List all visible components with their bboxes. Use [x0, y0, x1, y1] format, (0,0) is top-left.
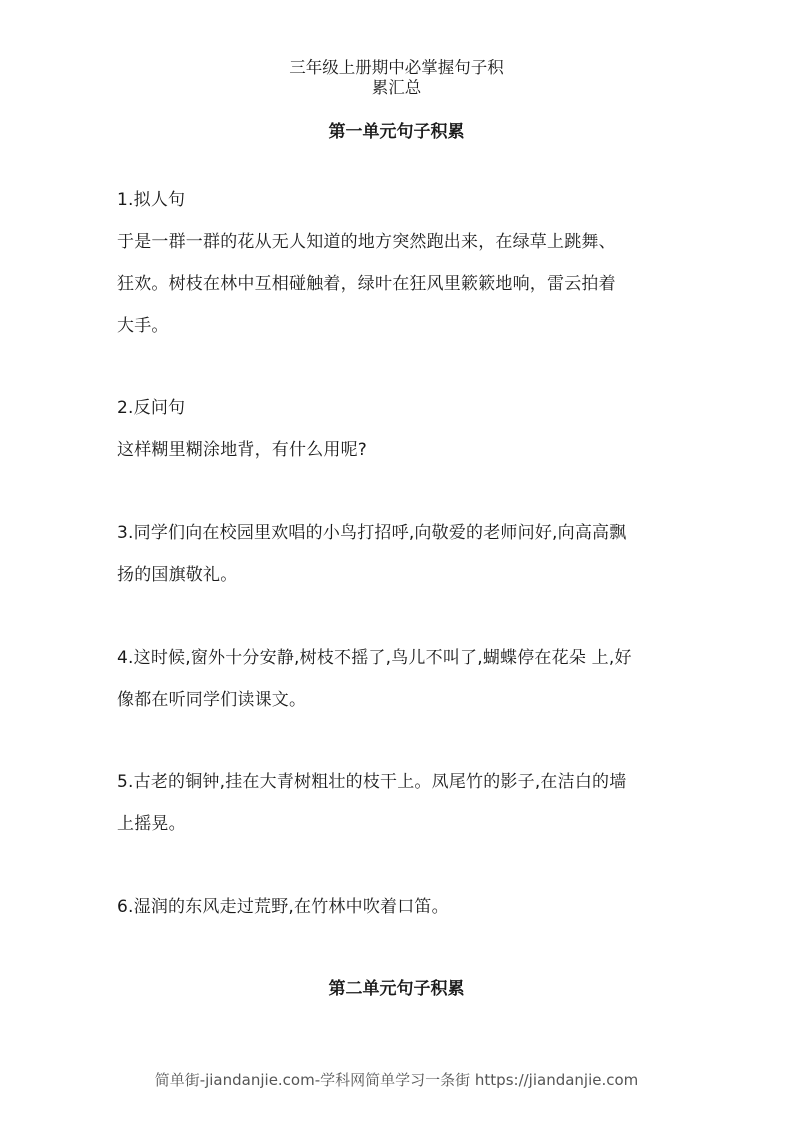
item-6-line-1: 6.湿润的东风走过荒野,在竹林中吹着口笛。 — [117, 897, 449, 917]
item-1-line-2: 狂欢。树枝在林中互相碰触着，绿叶在狂风里簌簌地响，雷云拍着 — [117, 274, 616, 294]
title-line-2: 累汇总 — [371, 78, 422, 97]
item-5-line-2: 上摇晃。 — [117, 814, 186, 834]
item-2-label: 2.反问句 — [117, 398, 186, 418]
item-5-line-1: 5.古老的铜钟,挂在大青树粗壮的枝干上。凤尾竹的影子,在洁白的墙 — [117, 772, 627, 792]
page-footer: 简单街-jiandanjie.com-学科网简单学习一条街 https://jiandanjie.com — [154, 1071, 639, 1089]
item-1-label: 1.拟人句 — [117, 190, 186, 210]
item-3-text — [117, 512, 687, 596]
item-6-text — [117, 886, 687, 928]
item-4-line-2: 像都在听同学们读课文。 — [117, 690, 307, 710]
item-1-line-1: 于是一群一群的花从无人知道的地方突然跑出来，在绿草上跳舞、 — [117, 232, 616, 252]
item-2-line-1: 这样糊里糊涂地背，有什么用呢? — [117, 440, 368, 460]
item-1-text — [117, 221, 687, 347]
item-4-line-1: 4.这时候,窗外十分安静,树枝不摇了,鸟儿不叫了,蝴蝶停在花朵 上,好 — [117, 648, 632, 668]
item-5-text — [117, 761, 687, 845]
section-2-heading: 第二单元句子积累 — [328, 979, 465, 999]
title-line-1: 三年级上册期中必掌握句子积 — [289, 58, 504, 77]
item-4-text — [117, 637, 687, 721]
document-title — [0, 58, 793, 98]
item-3-line-1: 3.同学们向在校园里欢唱的小鸟打招呼,向敬爱的老师问好,向高高飘 — [117, 523, 627, 543]
item-3-line-2: 扬的国旗敬礼。 — [117, 565, 238, 585]
section-1-heading: 第一单元句子积累 — [328, 122, 465, 142]
item-1-line-3: 大手。 — [117, 316, 169, 336]
item-2-text — [117, 429, 687, 471]
